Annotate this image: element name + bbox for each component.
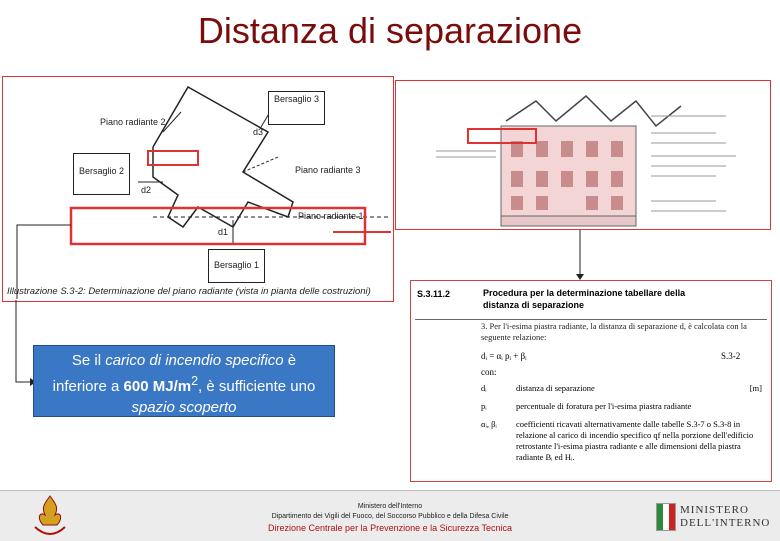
figure-caption: Illustrazione S.3-2: Determinazione del piano radiante (vista in pianta delle costruzioni) [7,286,371,297]
footer-line-1: Ministero dell'Interno [357,503,423,510]
callout-threshold: 600 MJ/m [123,378,192,395]
target-1-box [208,249,265,283]
doc-row [481,401,766,411]
d2-label: d2 [141,185,152,195]
callout-text: è [283,352,297,369]
figure-radiant-plane [2,76,394,302]
figure-elevation [395,80,771,230]
doc-section-heading: Procedura per la determinazione tabellare della distanza di separazione [483,288,686,310]
callout-line-3 [34,397,334,418]
callout-text: , è sufficiente uno [198,378,316,395]
d3-label: d3 [253,127,264,137]
target-3-label: Bersaglio 3 [273,94,320,104]
doc-row-desc: coefficienti ricavati alternativamente dalle tabelle S.3-7 o S.3-8 in relazione al carico di incendio specifico qf nella porzione dell'edificio retrostante l'i-esima piastra radiante e alle dimensioni della piastra radiante Bᵢ ed Hᵢ. [516,419,754,462]
highlight-box-small [148,151,198,165]
doc-con: con: [481,367,497,377]
doc-row [481,383,766,393]
footer [0,490,780,541]
callout-line-1 [34,350,334,371]
ministry-logo-line-1: MINISTERO [680,504,749,516]
target-3-box [268,91,325,125]
callout-superscript: 2 [191,374,199,388]
connector-left-to-callout [16,300,30,382]
doc-formula: dᵢ = αᵢ pᵢ + βᵢ [481,351,527,361]
ministry-flag-icon [656,503,676,531]
document-excerpt [410,280,772,482]
doc-section-number: S.3.11.2 [417,289,451,299]
doc-row-desc: percentuale di foratura per l'i-esima piastra radiante [516,401,692,411]
callout-emphasis: carico di incendio specifico [105,352,284,369]
doc-paragraph: 3. Per l'i-esima piastra radiante, la distanza di separazione d, è calcolata con la seguente relazione: [481,321,747,342]
doc-row [481,419,766,463]
doc-header [415,285,767,320]
elevation-diagram [396,81,770,229]
roof-zigzag [506,96,681,126]
slide-title: Distanza di separazione [197,10,583,51]
doc-row-desc: distanza di separazione [516,383,595,393]
ministry-logo [656,501,776,533]
doc-row-symbol: αᵢ, βᵢ [481,419,497,429]
ministry-logo-line-2: DELL'INTERNO [680,517,771,529]
target-2-label: Bersaglio 2 [78,166,125,176]
callout-text: inferiore a [52,378,124,395]
plan-diagram [3,77,393,301]
footer-line-2: Dipartimento dei Vigili del Fuoco, del Soccorso Pubblico e della Difesa Civile [271,513,509,520]
lower-block [501,216,636,226]
d1-label: d1 [218,227,229,237]
footer-line-3[interactable]: Direzione Centrale per la Prevenzione e la Sicurezza Tecnica [268,523,512,533]
doc-row-symbol: pᵢ [481,401,487,411]
callout-line-2 [34,371,334,397]
doc-formula-ref: S.3-2 [721,351,741,361]
radiant-plane-2-label: Piano radiante 2 [100,117,166,127]
target-1-label: Bersaglio 1 [213,260,260,270]
callout-text: Se il [71,352,106,369]
radiant-plane-1-label: Piano radiante 1 [298,211,364,221]
target-2-box [73,153,130,195]
doc-row-unit: [m] [749,383,762,393]
callout-box [33,345,335,417]
callout-emphasis: spazio scoperto [131,399,237,416]
doc-row-symbol: dᵢ [481,383,487,393]
radiant-plane-3-label: Piano radiante 3 [295,165,361,175]
